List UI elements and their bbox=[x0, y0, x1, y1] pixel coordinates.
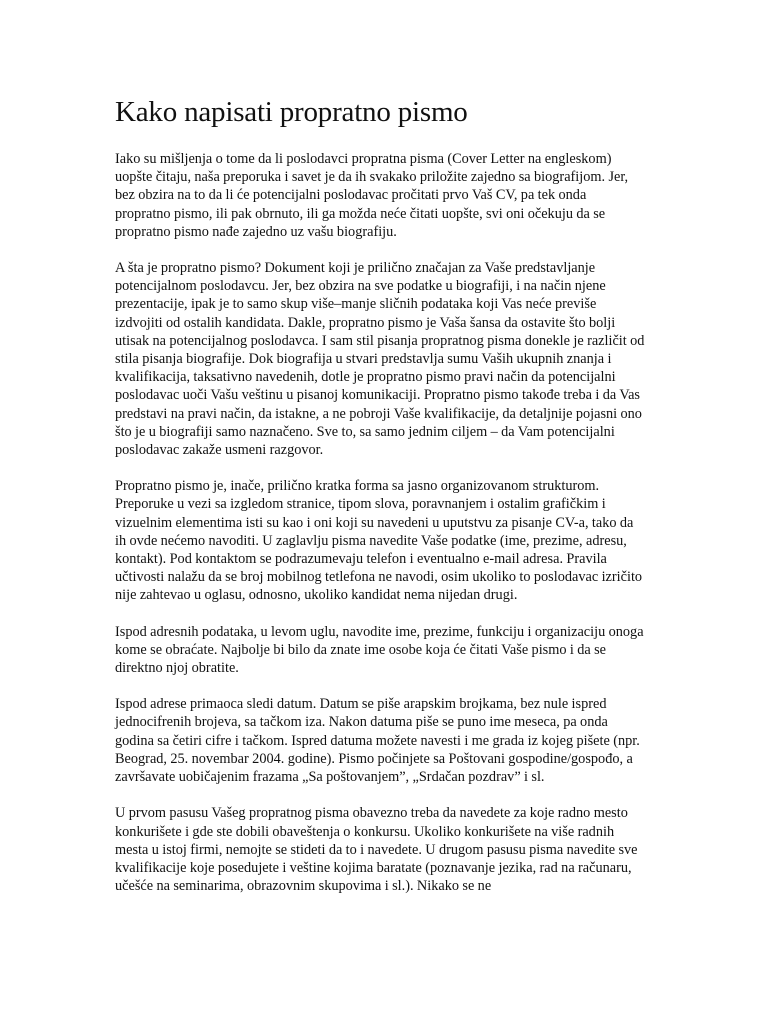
paragraph-recipient-address: Ispod adresnih podataka, u levom uglu, navodite ime, prezime, funkciju i organizaciju onoga kome se obraćate. Najbolje bi bilo da znate ime osobe koja će čitati Vaše pismo i da se direktno njoj obratite. bbox=[115, 623, 644, 677]
paragraph-intro: Iako su mišljenja o tome da li poslodavci propratna pisma (Cover Letter na engleskom) uopšte čitaju, naša preporuka i savet je da ih svakako priložite zajedno sa biografijom. Jer, bez obzira na to da li će potencijalni poslodavac pročitati prvo Vaš CV, pa tek onda propratno pismo, ili pak obrnuto, ili ga možda neće čitati uopšte, svi oni očekuju da se propratno pismo nađe zajedno uz vašu biografiju. bbox=[115, 151, 629, 240]
paragraph-date-and-salutation: Ispod adrese primaoca sledi datum. Datum se piše arapskim brojkama, bez nule ispred jednocifrenih brojeva, sa tačkom iza. Nakon datuma piše se puno ime meseca, pa onda godina sa četiri cifre i tačkom. Ispred datuma možete navesti i me grada iz kojeg pišete (npr. Beograd, 25. novembar 2004. godine). Pismo počinjete sa Poštovani gospodine/gospođo, a završavate uobičajenim frazama „Sa poštovanjem”, „Srdačan pozdrav” i sl. bbox=[115, 696, 640, 786]
document-body bbox=[115, 150, 645, 895]
document-title: Kako napisati propratno pismo bbox=[115, 96, 468, 128]
paragraph-first-section: U prvom pasusu Vašeg propratnog pisma obavezno treba da navedete za koje radno mesto konkurišete i gde ste dobili obaveštenja o konkursu. Ukoliko konkurišete na više radnih mesta u istoj firmi, nemojte se stideti da to i navedete. U drugom pasusu pisma navedite sve kvalifikacije koje posedujete i veštine kojima baratate (poznavanje jezika, rad na računaru, učešće na seminarima, obrazovnim skupovima i sl.). Nikako se ne bbox=[115, 805, 638, 895]
document-content bbox=[115, 94, 645, 913]
paragraph-what-is-cover-letter: A šta je propratno pismo? Dokument koji je prilično značajan za Vaše predstavljanje potencijalnom poslodavcu. Jer, bez obzira na sve podatke u biografiji, i na način njene prezentacije, ipak je to samo skup više–manje sličnih podataka koji Vas neće previše izdvojiti od ostalih kandidata. Dakle, propratno pismo je Vaša šansa da ostavite što bolji utisak na potencijalnog poslodavca. I sam stil pisanja propratnog pisma donekle je različit od stila pisanja biografije. Dok biografija u stvari predstavlja sumu Vaših ukupnih znanja i kvalifikacija, taksativno navedenih, dotle je propratno pismo pravi način da potencijalni poslodavac uoči Vašu veštinu u pisanoj komunikaciji. Propratno pismo takođe treba i da Vas predstavi na pravi način, da istakne, a ne pobroji Vaše kvalifikacije, da detaljnije pojasni ono što je u biografiji samo naznačeno. Sve to, sa samo jednim ciljem – da Vam potencijalni poslodavac zakaže usmeni razgovor. bbox=[115, 260, 645, 459]
paragraph-structure: Propratno pismo je, inače, prilično kratka forma sa jasno organizovanom strukturom. Preporuke u vezi sa izgledom stranice, tipom slova, poravnanjem i ostalim grafičkim i vizuelnim elementima isti su kao i oni koji su navedeni u uputstvu za pisanje CV-a, tako da ih ovde nećemo navoditi. U zaglavlju pisma navedite Vaše podatke (ime, prezime, adresu, kontakt). Pod kontaktom se podrazumevaju telefon i eventualno e-mail adresa. Pravila učtivosti nalažu da se broj mobilnog tetlefona ne navodi, osim ukoliko to poslodavac izričito nije zahtevao u oglasu, odnosno, ukoliko kandidat nema nijedan drugi. bbox=[115, 478, 643, 604]
